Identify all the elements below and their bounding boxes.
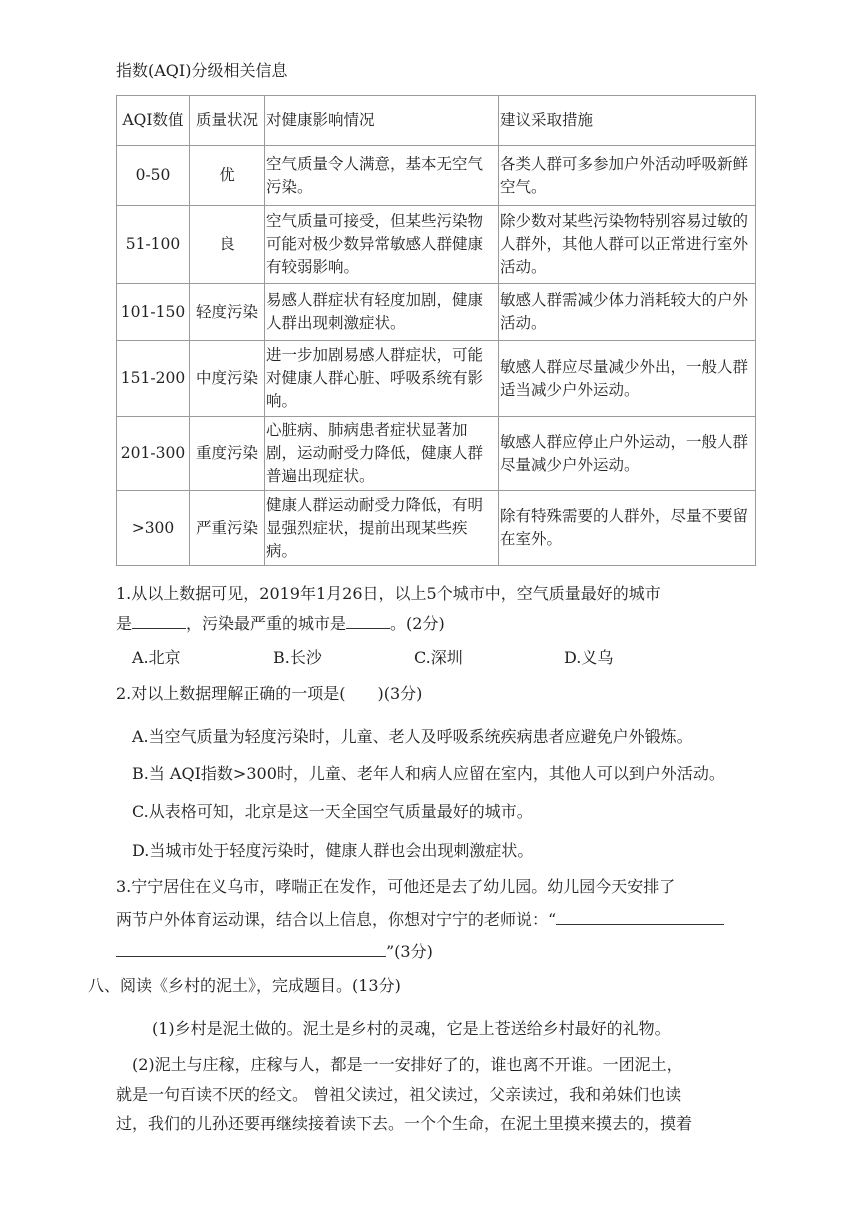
cell-aqi-value: 201-300 xyxy=(117,417,190,491)
q1-option-a[interactable]: A.北京 xyxy=(132,648,181,667)
cell-quality: 轻度污染 xyxy=(190,284,265,341)
cell-health-impact: 易感人群症状有轻度加剧，健康人群出现刺激症状。 xyxy=(265,284,499,341)
header-aqi-value: AQI数值 xyxy=(117,96,190,146)
table-row xyxy=(117,491,756,566)
table-header-row xyxy=(117,96,756,146)
q1-best-city-blank[interactable] xyxy=(132,610,186,629)
q3-stem-line2 xyxy=(116,906,724,934)
cell-aqi-value: 101-150 xyxy=(117,284,190,341)
cell-quality: 良 xyxy=(190,206,265,284)
q1-option-d[interactable]: D.义乌 xyxy=(564,648,614,667)
table-row xyxy=(117,341,756,417)
q1-option-c[interactable]: C.深圳 xyxy=(414,648,463,667)
aqi-table xyxy=(116,95,756,566)
table-row xyxy=(117,417,756,491)
q3-stem-line3 xyxy=(116,938,433,966)
header-quality: 质量状况 xyxy=(190,96,265,146)
cell-aqi-value: 151-200 xyxy=(117,341,190,417)
q1-stem-line2 xyxy=(116,610,445,638)
q1-text-c: 。(2分) xyxy=(390,614,445,633)
cell-aqi-value: >300 xyxy=(117,491,190,566)
cell-quality: 优 xyxy=(190,146,265,206)
cell-measures: 除少数对某些污染物特别容易过敏的人群外，其他人群可以正常进行室外活动。 xyxy=(499,206,756,284)
q3-answer-blank-1[interactable] xyxy=(556,906,724,925)
cell-aqi-value: 51-100 xyxy=(117,206,190,284)
cell-health-impact: 进一步加剧易感人群症状，可能对健康人群心脏、呼吸系统有影响。 xyxy=(265,341,499,417)
header-measures: 建议采取措施 xyxy=(499,96,756,146)
header-health-impact: 对健康影响情况 xyxy=(265,96,499,146)
q2-option-a[interactable]: A.当空气质量为轻度污染时，儿童、老人及呼吸系统疾病患者应避免户外锻炼。 xyxy=(132,727,693,746)
q3-stem-line1: 3.宁宁居住在义乌市，哮喘正在发作，可他还是去了幼儿园。幼儿园今天安排了 xyxy=(116,877,676,896)
cell-health-impact: 空气质量可接受，但某些污染物可能对极少数异常敏感人群健康有较弱影响。 xyxy=(265,206,499,284)
cell-quality: 中度污染 xyxy=(190,341,265,417)
q1-option-b[interactable]: B.长沙 xyxy=(273,648,322,667)
q3-answer-blank-2[interactable] xyxy=(116,938,386,957)
q1-worst-city-blank[interactable] xyxy=(346,610,390,629)
paragraph-2-line2: 就是一句百读不厌的经文。 曾祖父读过，祖父读过，父亲读过，我和弟妹们也读 xyxy=(116,1085,682,1104)
cell-measures: 各类人群可多参加户外活动呼吸新鲜空气。 xyxy=(499,146,756,206)
cell-aqi-value: 0-50 xyxy=(117,146,190,206)
cell-measures: 敏感人群应尽量减少外出，一般人群适当减少户外运动。 xyxy=(499,341,756,417)
cell-health-impact: 健康人群运动耐受力降低，有明显强烈症状，提前出现某些疾病。 xyxy=(265,491,499,566)
q3-text: 两节户外体育运动课，结合以上信息，你想对宁宁的老师说：“ xyxy=(116,910,557,929)
cell-measures: 敏感人群应停止户外运动，一般人群尽量减少户外运动。 xyxy=(499,417,756,491)
q2-option-c[interactable]: C.从表格可知，北京是这一天全国空气质量最好的城市。 xyxy=(132,802,533,821)
cell-quality: 严重污染 xyxy=(190,491,265,566)
cell-health-impact: 空气质量令人满意，基本无空气污染。 xyxy=(265,146,499,206)
q1-stem-line1: 1.从以上数据可见，2019年1月26日，以上5个城市中，空气质量最好的城市 xyxy=(116,584,661,603)
table-row xyxy=(117,284,756,341)
q2-option-b[interactable]: B.当 AQI指数>300时，儿童、老年人和病人应留在室内，其他人可以到户外活动。 xyxy=(132,764,725,783)
table-row xyxy=(117,146,756,206)
q1-text-a: 是 xyxy=(116,614,133,633)
q3-end-text: ”(3分) xyxy=(386,942,433,961)
section-heading: 八、阅读《乡村的泥土》，完成题目。(13分) xyxy=(88,976,401,995)
q2-option-d[interactable]: D.当城市处于轻度污染时，健康人群也会出现刺激症状。 xyxy=(132,841,534,860)
paragraph-2-line3: 过，我们的儿孙还要再继续接着读下去。一个个生命，在泥土里摸来摸去的，摸着 xyxy=(116,1114,693,1133)
cell-measures: 除有特殊需要的人群外，尽量不要留在室外。 xyxy=(499,491,756,566)
paragraph-2-line1: (2)泥土与庄稼，庄稼与人，都是一一安排好了的，谁也离不开谁。一团泥土， xyxy=(132,1055,683,1074)
cell-quality: 重度污染 xyxy=(190,417,265,491)
q2-stem: 2.对以上数据理解正确的一项是( )(3分) xyxy=(116,684,423,703)
q1-text-b: ，污染最严重的城市是 xyxy=(186,614,347,633)
cell-measures: 敏感人群需减少体力消耗较大的户外活动。 xyxy=(499,284,756,341)
table-caption: 指数(AQI)分级相关信息 xyxy=(116,61,288,80)
table-row xyxy=(117,206,756,284)
cell-health-impact: 心脏病、肺病患者症状显著加剧，运动耐受力降低，健康人群普遍出现症状。 xyxy=(265,417,499,491)
paragraph-1: (1)乡村是泥土做的。泥土是乡村的灵魂，它是上苍送给乡村最好的礼物。 xyxy=(152,1019,671,1038)
